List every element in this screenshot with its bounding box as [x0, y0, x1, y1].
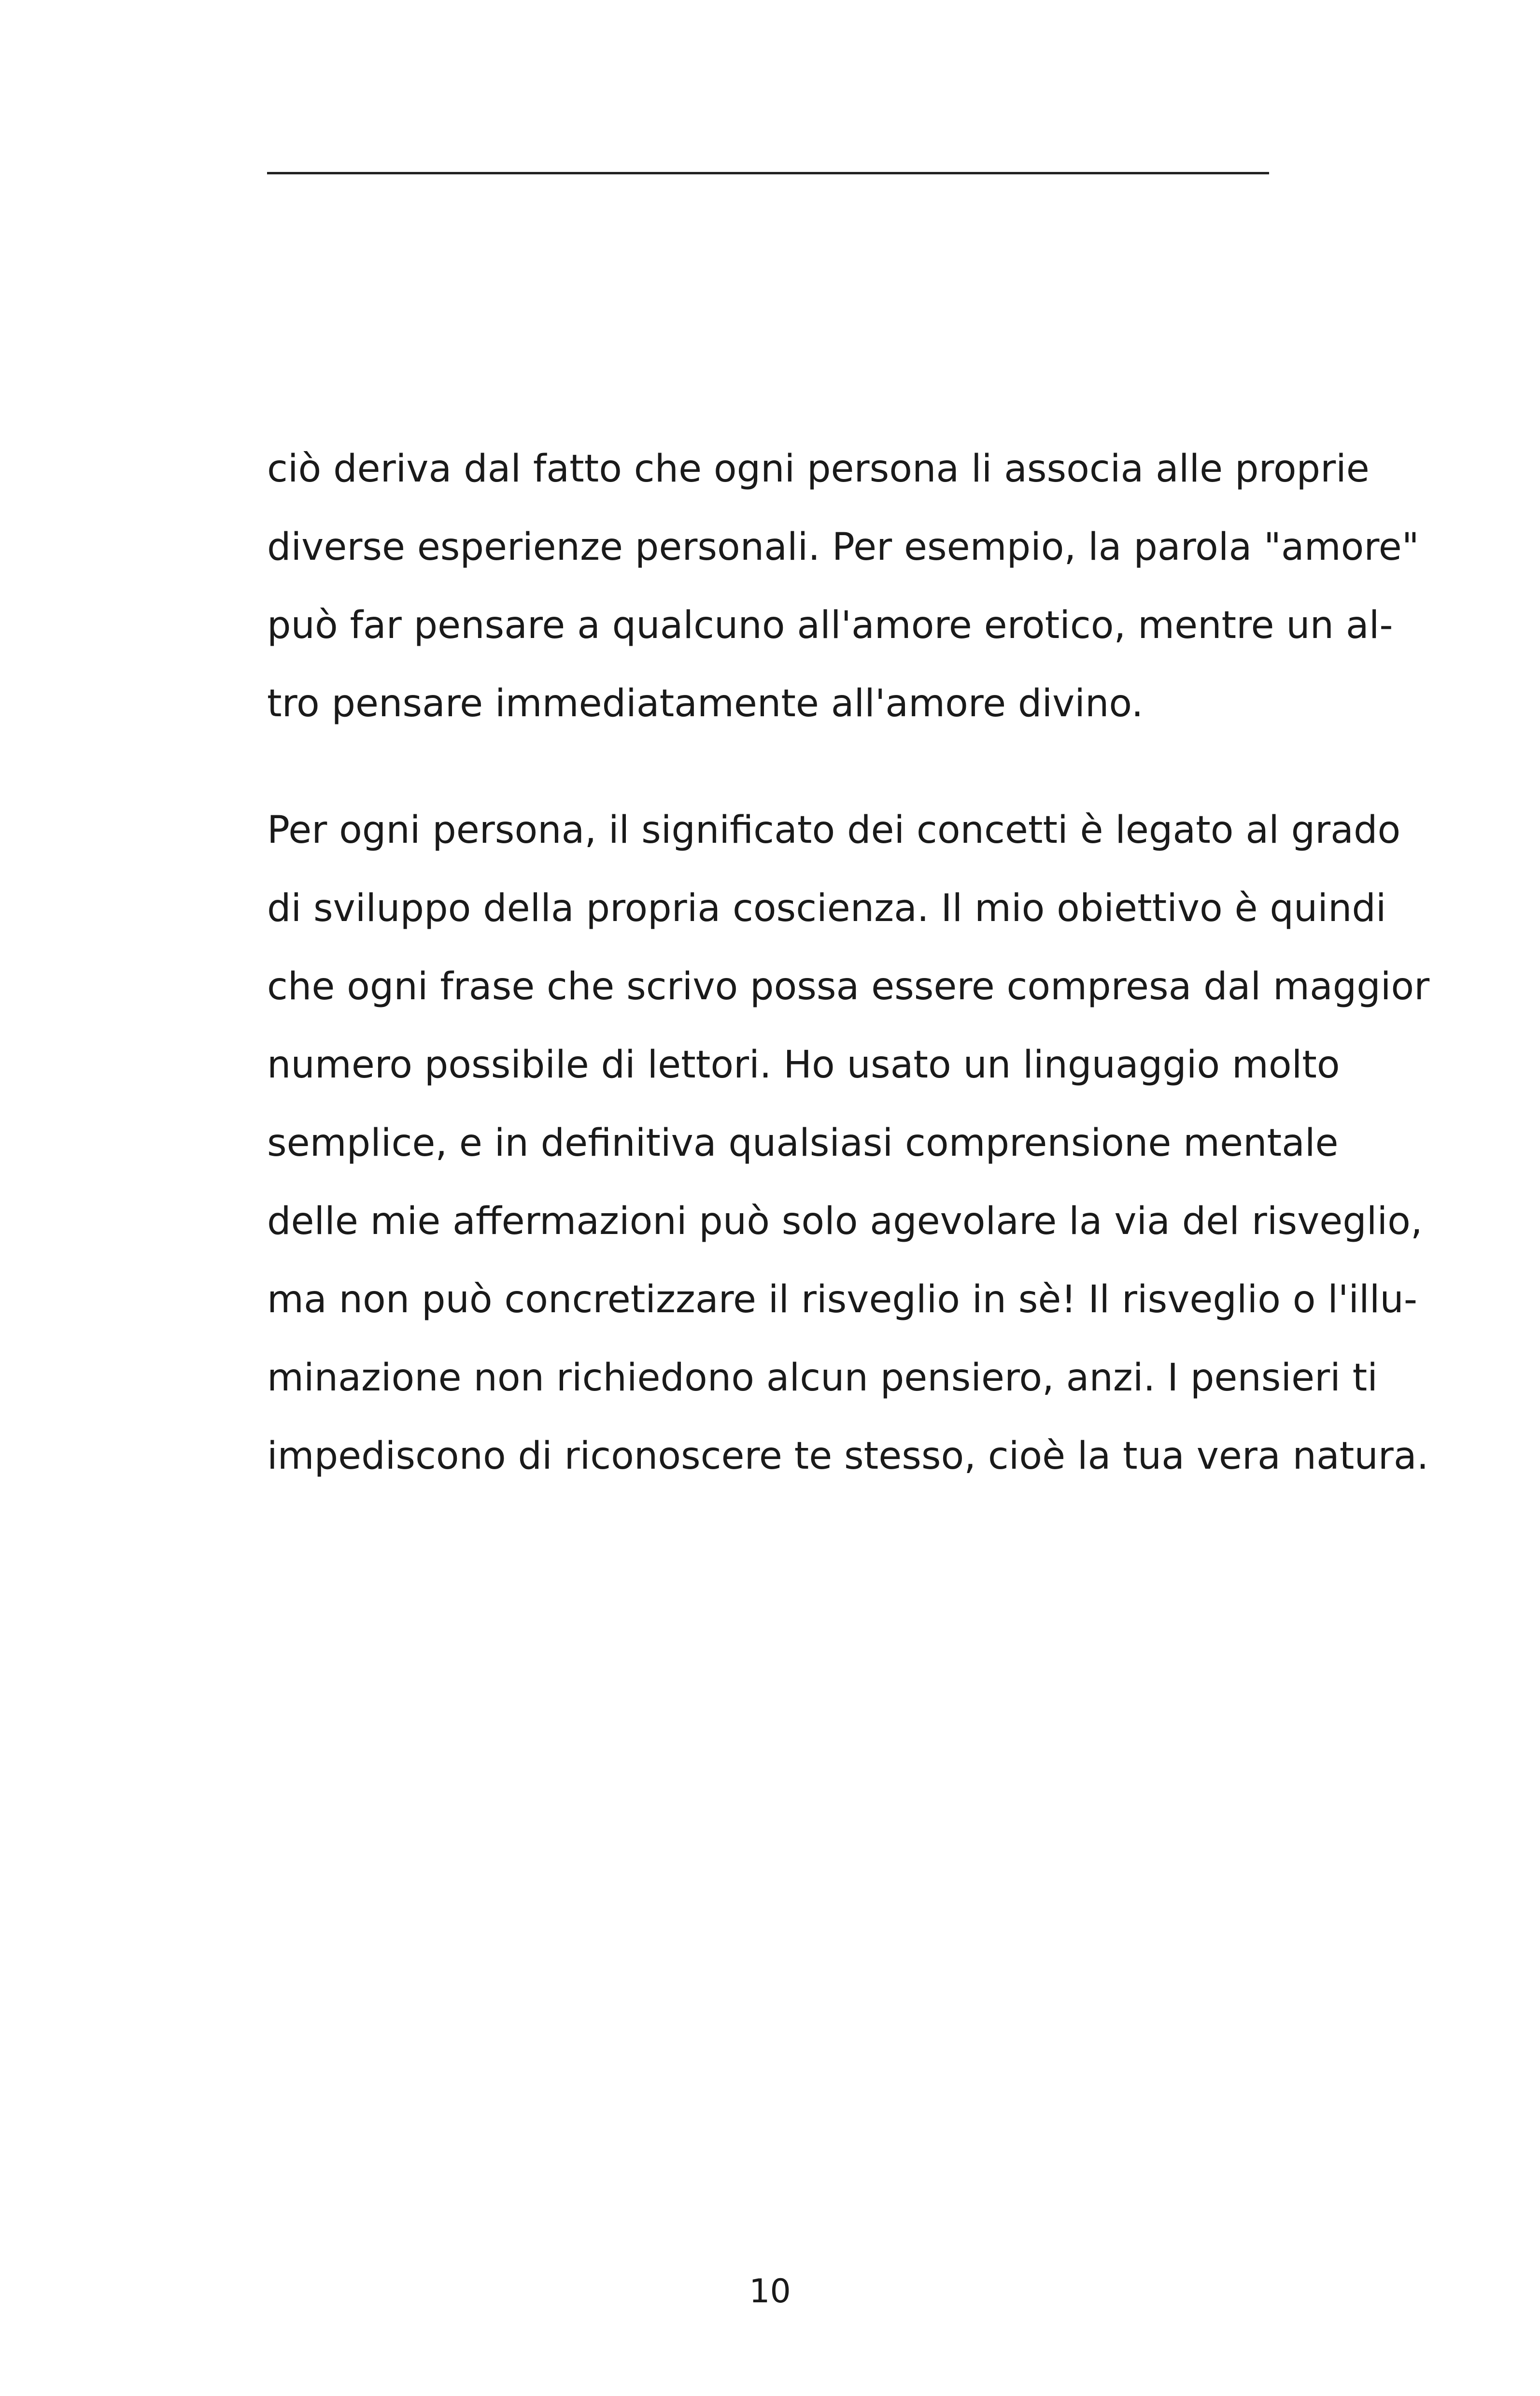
text-line: delle mie affermazioni può solo agevolare la via del risveglio, — [267, 1200, 1423, 1243]
page-number: 10 — [749, 2272, 791, 2311]
paragraph-spacer — [267, 743, 1276, 791]
text-line: semplice, e in definitiva qualsiasi comprensione mentale — [267, 1121, 1339, 1165]
text-line: può far pensare a qualcuno all'amore erotico, mentre un al- — [267, 604, 1393, 647]
header-rule — [267, 172, 1269, 174]
text-line: ma non può concretizzare il risveglio in sè! Il risveglio o l'illu- — [267, 1278, 1417, 1321]
text-line: numero possibile di lettori. Ho usato un linguaggio molto — [267, 1043, 1340, 1087]
text-line: che ogni frase che scrivo possa essere compresa dal maggior — [267, 965, 1430, 1008]
text-line: impediscono di riconoscere te stesso, cioè la tua vera natura. — [267, 1434, 1429, 1478]
text-line: ciò deriva dal fatto che ogni persona li associa alle proprie — [267, 447, 1370, 491]
paragraph — [267, 791, 1430, 1495]
text-line: diverse esperienze personali. Per esempio, la parola "amore" — [267, 525, 1419, 569]
body-text — [267, 430, 1430, 1495]
text-line: minazione non richiedono alcun pensiero, anzi. I pensieri ti — [267, 1356, 1378, 1400]
paragraph — [267, 430, 1419, 743]
text-line: di sviluppo della propria coscienza. Il mio obiettivo è quindi — [267, 887, 1386, 930]
text-line: Per ogni persona, il significato dei concetti è legato al grado — [267, 808, 1401, 852]
text-line: tro pensare immediatamente all'amore divino. — [267, 682, 1144, 725]
